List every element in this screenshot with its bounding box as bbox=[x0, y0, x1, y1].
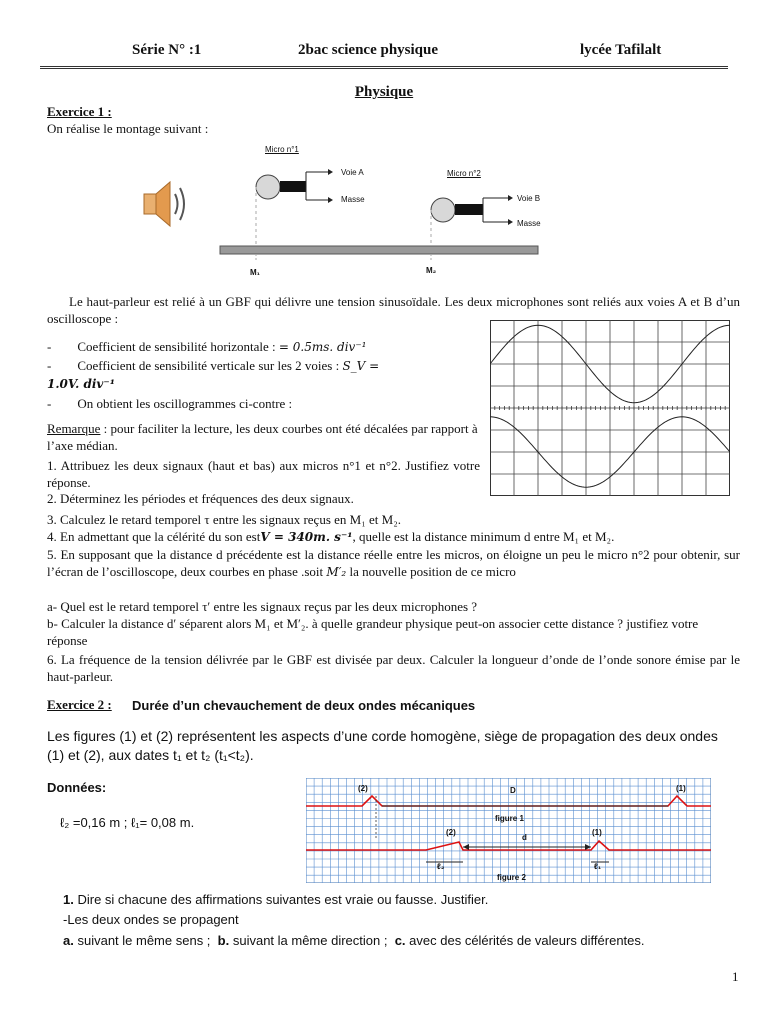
exercise1-intro: On réalise le montage suivant : bbox=[47, 121, 209, 136]
bullet-2: - Coefficient de sensibilité verticale sur les 2 voies : S_V = bbox=[47, 358, 380, 373]
question-4-math: V = 340m. s⁻¹ bbox=[260, 530, 353, 544]
question-5b: b- Calculer la distance d′ séparent alors M₁ et M′₂. à quelle grandeur physique peut-on associer cette distance ? justifiez votre réponse bbox=[47, 616, 699, 648]
fig2-pulse1-label: (1) bbox=[592, 828, 602, 837]
masse1-label: Masse bbox=[341, 195, 365, 204]
bullet-2-math: S_V = bbox=[342, 359, 380, 373]
question-2: 2. Déterminez les périodes et fréquences des deux signaux. bbox=[47, 491, 354, 506]
bullet-2-continuation: 1.0V. div⁻¹ bbox=[47, 377, 115, 391]
header-serie: Série N° :1 bbox=[132, 42, 202, 58]
remark bbox=[47, 420, 482, 454]
exercise2-intro: Les figures (1) et (2) représentent les aspects d’une corde homogène, siège de propagation des deux ondes (1) et (2), aux dates t₁ et t₂ (t₁<t₂). bbox=[47, 728, 718, 763]
exercise2-subtitle: Durée d’un chevauchement de deux ondes mécaniques bbox=[132, 698, 476, 713]
figure2-label: figure 2 bbox=[497, 873, 526, 882]
m2-label: M₂ bbox=[426, 266, 437, 275]
option-a-text: suivant le même sens ; bbox=[77, 933, 211, 948]
bullet-1: - Coefficient de sensibilité horizontale : = 0.5ms. div⁻¹ bbox=[47, 339, 367, 354]
question-3: 3. Calculez le retard temporel τ entre les signaux reçus en M₁ et M₂. bbox=[47, 512, 401, 527]
masse2-label: Masse bbox=[517, 219, 541, 228]
oscilloscope-screen bbox=[490, 320, 730, 496]
ex2-question-1-sub: -Les deux ondes se propagent bbox=[63, 912, 239, 927]
donnees-values: ℓ₂ =0,16 m ; ℓ₁= 0,08 m. bbox=[60, 815, 195, 830]
ex2-question-1-text: Dire si chacune des affirmations suivantes est vraie ou fausse. Justifier. bbox=[77, 892, 489, 907]
l2-label: ℓ₂ bbox=[437, 862, 445, 871]
voie-b-label: Voie B bbox=[517, 194, 541, 203]
ex2-question-1-number: 1. bbox=[63, 892, 74, 907]
header-school: lycée Tafilalt bbox=[580, 42, 662, 58]
exercise2-title: Exercice 2 : bbox=[47, 697, 112, 712]
bullet-3: - On obtient les oscillogrammes ci-contre : bbox=[47, 396, 293, 411]
question-4-text-a: 4. En admettant que la célérité du son est bbox=[47, 529, 261, 544]
m1-label: M₁ bbox=[250, 268, 260, 277]
page-number: 1 bbox=[732, 969, 739, 984]
fig1-pulse1-label: (1) bbox=[676, 784, 686, 793]
page-title: Physique bbox=[354, 84, 414, 100]
question-4 bbox=[47, 528, 747, 546]
fig2-pulse2-label: (2) bbox=[446, 828, 456, 837]
rope-figure bbox=[306, 778, 711, 883]
option-c-text: avec des célérités de valeurs différentes. bbox=[409, 933, 645, 948]
ex1-paragraph: Le haut-parleur est relié à un GBF qui délivre une tension sinusoïdale. Les deux microphones sont reliés aux voies A et B d’un oscilloscope : bbox=[47, 294, 740, 326]
option-c-letter: c. bbox=[394, 933, 406, 948]
speaker-icon bbox=[144, 182, 184, 226]
micro1-label: Micro n°1 bbox=[265, 145, 299, 154]
question-5-math: M′₂ bbox=[326, 565, 347, 579]
header-rule bbox=[40, 66, 728, 69]
bullet-1-text: Coefficient de sensibilité horizontale : bbox=[77, 339, 276, 354]
micro2-label: Micro n°2 bbox=[447, 169, 481, 178]
question-5a: a- Quel est le retard temporel τ′ entre les signaux reçus par les deux microphones ? bbox=[47, 599, 478, 614]
figure1-label: figure 1 bbox=[495, 814, 524, 823]
question-5-text-b: la nouvelle position de ce micro bbox=[349, 564, 516, 579]
distance-D-label: D bbox=[510, 786, 516, 795]
question-5-text-a: 5. En supposant que la distance d précédente est la distance réelle entre les micros, on éloigne un peu le micro n°2 pour obtenir, sur l’écran de l’oscilloscope, deux courbes en phase .soit bbox=[47, 547, 740, 579]
micro2-icon bbox=[431, 195, 513, 225]
ex2-question-1 bbox=[63, 892, 488, 907]
l1-label: ℓ₁ bbox=[594, 862, 602, 871]
question-4-text-b: , quelle est la distance minimum d entre M₁ et M₂. bbox=[352, 529, 615, 544]
setup-figure bbox=[130, 138, 550, 280]
donnees-label: Données: bbox=[47, 780, 107, 795]
option-a-letter: a. bbox=[63, 933, 74, 948]
bullet-1-math: = 0.5ms. div⁻¹ bbox=[278, 340, 367, 354]
bullet-3-text: On obtient les oscillogrammes ci-contre : bbox=[77, 396, 293, 411]
question-5 bbox=[47, 546, 740, 581]
bullet-2-text: Coefficient de sensibilité verticale sur les 2 voies : bbox=[77, 358, 340, 373]
micro1-icon bbox=[256, 169, 333, 203]
header-level: 2bac science physique bbox=[298, 42, 439, 58]
exercise1-title: Exercice 1 : bbox=[47, 104, 112, 119]
remark-label: Remarque bbox=[47, 421, 101, 436]
distance-d-label: d bbox=[522, 833, 527, 842]
question-6: 6. La fréquence de la tension délivrée par le GBF est divisée par deux. Calculer la longueur d’onde de l’onde sonore émise par le haut-parleur. bbox=[47, 652, 740, 684]
optical-bench bbox=[220, 246, 538, 254]
option-b-text: suivant la même direction ; bbox=[232, 933, 388, 948]
question-1: 1. Attribuez les deux signaux (haut et bas) aux micros n°1 et n°2. Justifiez votre réponse. bbox=[47, 458, 480, 490]
ex2-options bbox=[63, 933, 645, 948]
voie-a-label: Voie A bbox=[341, 168, 364, 177]
option-b-letter: b. bbox=[217, 933, 230, 948]
remark-text: : pour faciliter la lecture, les deux courbes ont été décalées par rapport à l’axe médian. bbox=[47, 421, 478, 453]
fig1-pulse2-label: (2) bbox=[358, 784, 368, 793]
